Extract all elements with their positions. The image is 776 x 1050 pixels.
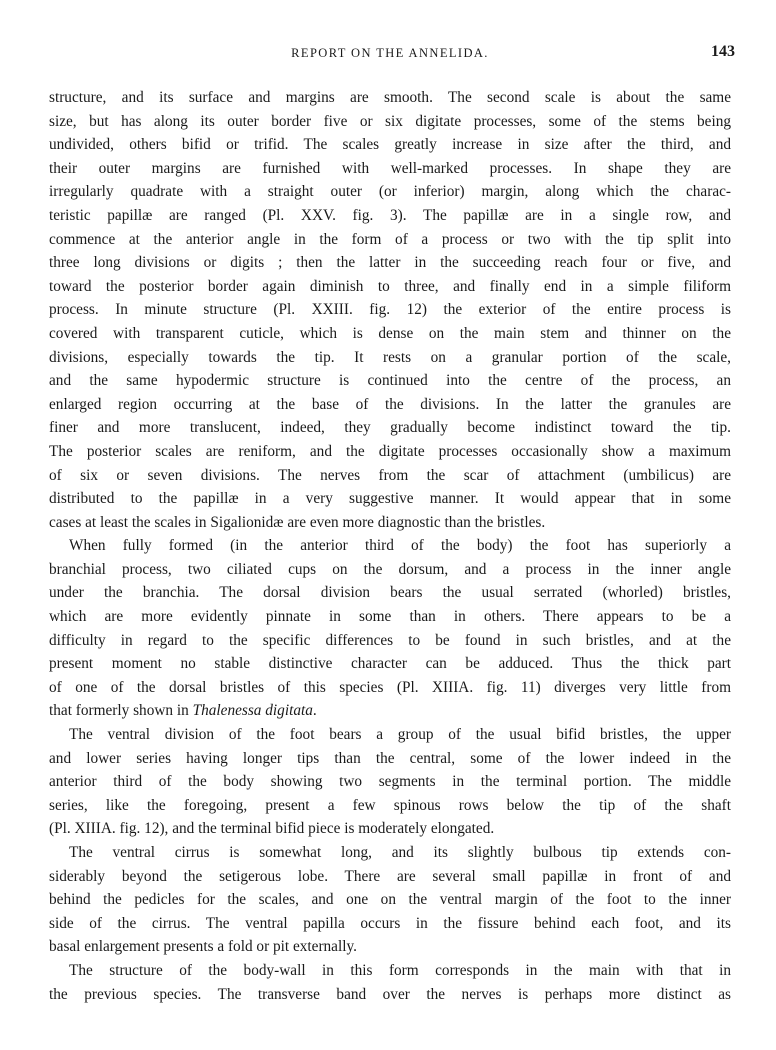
text-line: When fully formed (in the anterior third of the body) the foot has superiorly a [69,537,731,555]
page-number: 143 [711,43,735,60]
text-line: siderably beyond the setigerous lobe. There are several small papillæ in front of and [49,867,731,885]
text-line: of one of the dorsal bristles of this species (Pl. XIIIA. fig. 11) diverges very little from [49,678,731,696]
italic-species-name: Thalenessa digitata [192,702,313,720]
text-line: The structure of the body-wall in this form corresponds in the main with that in [69,961,731,979]
text-line: covered with transparent cuticle, which is dense on the main stem and thinner on the [49,324,731,342]
text-run: that formerly shown in [49,702,193,720]
body-text [49,86,731,1006]
text-line: toward the posterior border again diminish to three, and finally end in a simple filiform [49,277,731,295]
running-head [49,40,735,66]
text-line: of six or seven divisions. The nerves from the scar of attachment (umbilicus) are [49,466,731,484]
running-title: REPORT ON THE ANNELIDA. [291,46,489,60]
text-line: commence at the anterior angle in the form of a process or two with the tip split into [49,230,731,248]
page [49,40,735,1006]
text-line: The ventral division of the foot bears a group of the usual bifid bristles, the upper [69,726,731,744]
text-line: difficulty in regard to the specific differences to be found in such bristles, and at the [49,631,731,649]
text-line: structure, and its surface and margins are smooth. The second scale is about the same [49,89,731,106]
text-line: divisions, especially towards the tip. It rests on a granular portion of the scale, [49,348,731,366]
text-line: three long divisions or digits ; then the latter in the succeeding reach four or five, and [49,254,731,272]
text-line: irregularly quadrate with a straight outer (or inferior) margin, along which the charac- [49,183,731,201]
paragraph-3 [49,723,731,841]
text-line: process. In minute structure (Pl. XXIII. fig. 12) the exterior of the entire process is [49,301,731,319]
text-line: The posterior scales are reniform, and the digitate processes occasionally show a maximum [49,442,731,460]
text-line: basal enlargement presents a fold or pit externally. [49,938,357,956]
text-line [49,699,731,723]
paragraph-4 [49,841,731,959]
text-line: and lower series having longer tips than the central, some of the lower indeed in the [49,749,731,767]
text-line: size, but has along its outer border five or six digitate processes, some of the stems being [49,112,731,130]
text-line: series, like the foregoing, present a few spinous rows below the tip of the shaft [49,796,731,814]
text-line: which are more evidently pinnate in some than in others. There appears to be a [49,608,731,626]
text-line: cases at least the scales in Sigalionidæ are even more diagnostic than the bristles. [49,513,546,531]
text-line: anterior third of the body showing two segments in the terminal portion. The middle [49,773,731,791]
text-line: side of the cirrus. The ventral papilla occurs in the fissure behind each foot, and its [49,914,731,932]
text-line: distributed to the papillæ in a very suggestive manner. It would appear that in some [49,490,731,508]
text-line: under the branchia. The dorsal division bears the usual serrated (whorled) bristles, [49,584,731,602]
paragraph-2 [49,534,731,723]
text-line: enlarged region occurring at the base of the divisions. In the latter the granules are [49,395,731,413]
text-run: . [312,702,317,720]
text-line: their outer margins are furnished with well-marked processes. In shape they are [49,159,731,177]
text-line: the previous species. The transverse band over the nerves is perhaps more distinct as [49,985,731,1003]
paragraph-1 [49,86,731,534]
text-line: and the same hypodermic structure is continued into the centre of the process, an [49,372,731,390]
text-line: undivided, others bifid or trifid. The scales greatly increase in size after the third, and [49,136,731,154]
text-line: finer and more translucent, indeed, they gradually become indistinct toward the tip. [49,419,731,437]
text-line: (Pl. XIIIA. fig. 12), and the terminal bifid piece is moderately elongated. [49,820,495,838]
text-line: teristic papillæ are ranged (Pl. XXV. fig. 3). The papillæ are in a single row, and [49,206,731,224]
paragraph-5 [49,959,731,1006]
text-line: branchial process, two ciliated cups on the dorsum, and a process in the inner angle [49,560,731,578]
text-line: The ventral cirrus is somewhat long, and its slightly bulbous tip extends con- [69,844,731,861]
text-line: behind the pedicles for the scales, and one on the ventral margin of the foot to the inner [49,891,731,909]
text-line: present moment no stable distinctive character can be adduced. Thus the thick part [49,655,731,673]
